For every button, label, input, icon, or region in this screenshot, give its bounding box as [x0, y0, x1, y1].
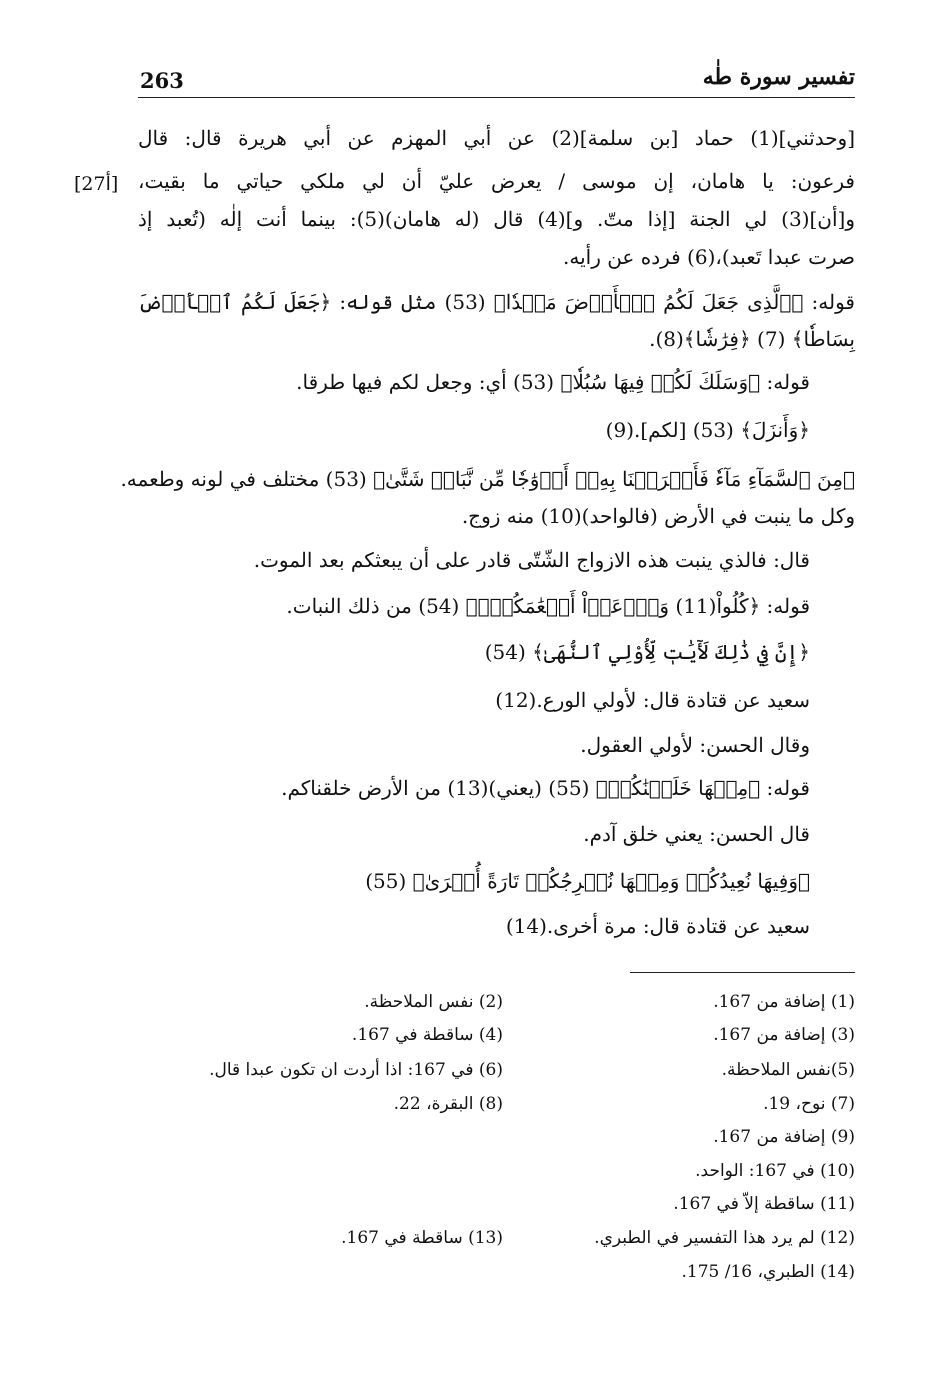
text-line: قال: فالذي ينبت هذه الازواج الشّتّى قادر على أن يبعثكم بعد الموت. — [253, 548, 810, 572]
manuscript-folio-marker: [27أ] — [74, 173, 119, 195]
text-line: قوله: ﴿كُلُواْ(11) وَٱرۡعَوۡاْ أَنۡعَٰمَكُمۡۚ﴾ (54) من ذلك النبات. — [286, 594, 810, 618]
text-line: سعيد عن قتادة قال: مرة أخرى.(14) — [505, 914, 810, 938]
footnote: (1) إضافة من 167. — [713, 992, 855, 1012]
text-line: وكل ما ينبت في الأرض (فالواحد)(10) منه زوج. — [461, 504, 855, 528]
text-line: فرعون: يا هامان، إن موسى / يعرض عليّ أن لي ملكي حياتي ما بقيت، — [138, 169, 855, 193]
footnote: (11) ساقطة إلاّ في 167. — [673, 1194, 855, 1214]
footnote: (9) إضافة من 167. — [713, 1127, 855, 1147]
text-line: قوله: ﴿مِنۡهَا خَلَقۡنَٰكُمۡ﴾ (55) (يعني)(13) من الأرض خلقناكم. — [281, 776, 810, 800]
footnote: (7) نوح، 19. — [763, 1094, 855, 1114]
text-line: قال الحسن: يعني خلق آدم. — [583, 822, 810, 846]
footnote: (5)نفس الملاحظة. — [721, 1060, 855, 1080]
text-line: صرت عبدا تَعبد)،(6) فرده عن رأيه. — [562, 245, 855, 269]
footnote: (6) في 167: اذا أردت ان تكون عبدا قال. — [209, 1060, 503, 1080]
footnote: (4) ساقطة في 167. — [351, 1025, 503, 1045]
text-line: و[أن](3) لي الجنة [إذا متّ. و](4) قال (له هامان)(5): بينما أنت إلٰه (تُعبد إذ — [138, 207, 855, 231]
text-line: بِسَاطٗا﴾ (7) ﴿فِرَٰشٗا﴾(8). — [649, 327, 855, 351]
page-header — [140, 58, 855, 98]
text-line: وقال الحسن: لأولي العقول. — [580, 733, 810, 757]
footnote: (13) ساقطة في 167. — [341, 1228, 503, 1248]
footnote: (3) إضافة من 167. — [713, 1025, 855, 1045]
text-line: ﴿مِنَ ٱلسَّمَآءِ مَآءٗ فَأَخۡرَجۡنَا بِهِۦٓ أَزۡوَٰجٗا مِّن نَّبَاتٖ شَتَّىٰ﴾ (53) مختلف في لونه وطعمه. — [120, 467, 855, 491]
header-rule — [138, 97, 855, 98]
page-number: 263 — [140, 68, 184, 93]
text-line: ﴿وَفِيهَا نُعِيدُكُمۡ وَمِنۡهَا نُخۡرِجُكُمۡ تَارَةً أُخۡرَىٰ﴾ (55) — [365, 869, 810, 893]
text-line: قوله: ﴿وَسَلَكَ لَكُمۡ فِيهَا سُبُلٗا﴾ (53) أي: وجعل لكم فيها طرقا. — [296, 370, 810, 394]
text-line: [وحدثني](1) حماد [بن سلمة](2) عن أبي المهزم عن أبي هريرة قال: قال — [138, 126, 856, 150]
footnote-rule — [630, 972, 855, 973]
text-line: ﴿إِنَّ فِي ذَٰلِكَ لَأٓيَٰتٖ لِّأُوْلِي ٱلنُّهَىٰ﴾ (54) — [484, 640, 810, 664]
running-title: تفسير سورة طٰه — [702, 64, 855, 90]
footnote: (10) في 167: الواحد. — [695, 1161, 855, 1181]
footnote: (12) لم يرد هذا التفسير في الطبري. — [594, 1228, 855, 1248]
footnote: (2) نفس الملاحظة. — [364, 992, 503, 1012]
footnote: (14) الطبري، 16/ 175. — [681, 1262, 855, 1282]
text-line: ﴿وَأَنزَلَ﴾ (53) [لكم].(9) — [605, 418, 810, 442]
text-line: قوله: ﴿ٱلَّذِى جَعَلَ لَكُمُ ٱلۡأَرۡضَ مَهۡدٗا﴾ (53) مثل قوله: ﴿جَعَلَ لَكُمُ ٱلۡأَرۡضَ — [138, 290, 855, 314]
footnote: (8) البقرة، 22. — [393, 1094, 503, 1114]
text-line: سعيد عن قتادة قال: لأولي الورع.(12) — [495, 688, 810, 712]
